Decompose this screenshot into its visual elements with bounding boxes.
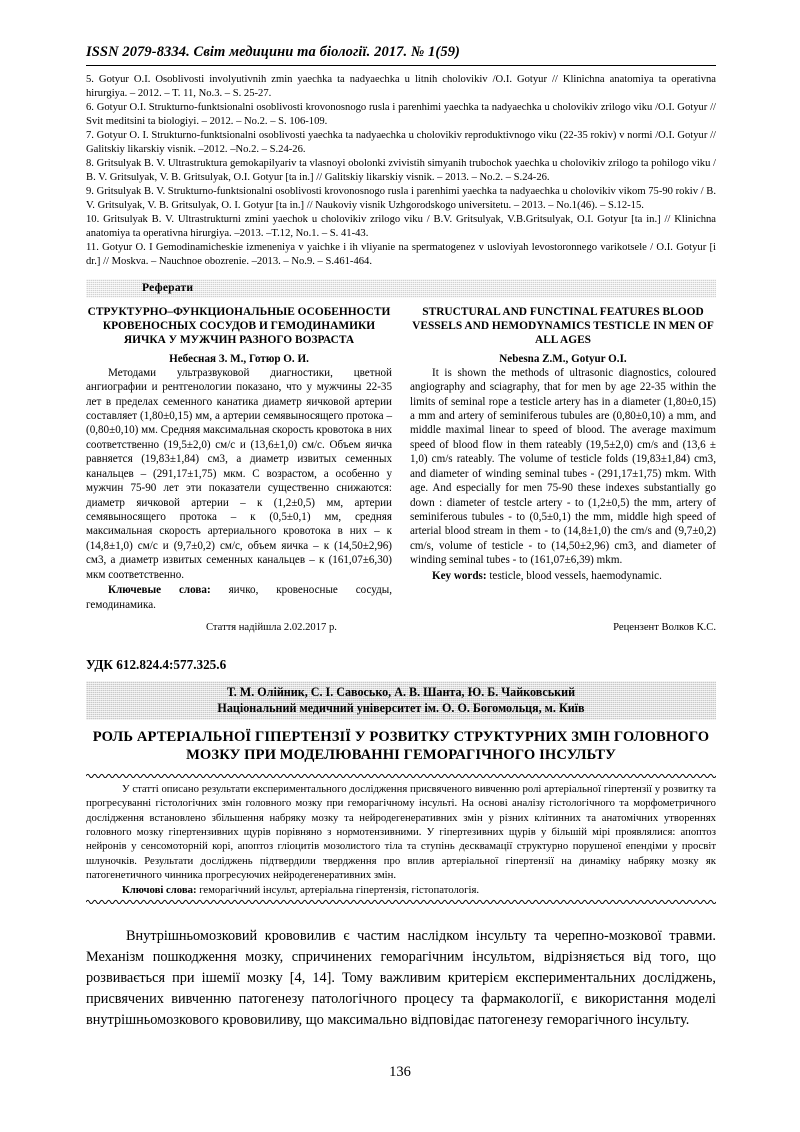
abstract-ru-body: Методами ультразвуковой диагностики, цветной ангиографии и рентгенологии показано, что у мужчины 22-35 лет в пределах семенного канатика диаметр яичковой артерии составляет (1,80±0,15) мм, а артерии семявыносящего протока – (0,80±0,10) мм. Средняя максимальная скорость кровотока в них соответственно (19,5±2,0) см/с и (13,6±1,0) см/с. Объем яичка равняется (19,83±1,84) см3, а диаметр извитых семенных канальцев – (291,17±1,75) мкм. С возрастом, а особенно у мужчин 75-90 лет эти показатели существенно снижаются: диаметр яичковой артерии – к (1,2±0,5) мм, артерии семявыносящего протока – к (0,5±0,1) мм, средняя максимальная скорость артериального кровотока в них – к (14,8±1,0) см/с и (9,7±0,2) см/с, объем яичка – к (14,50±2,96) см3, а диаметр извитых семенных канальцев – к (161,07±6,30) мкм соответственно. bbox=[86, 366, 393, 581]
abstract-en-keywords-line bbox=[410, 569, 716, 583]
article-body-text: Внутрішньомозковий крововилив є частим наслідком інсульту та черепно-мозкової травми. Механізм пошкодження мозку, спричинених геморагічним інсультом, відрізняється від того, що розвивається при ішемії мозку [4, 14]. Тому важливим критерієм експериментальних досліджень, присвячених вивченню патогенезу патологічного процесу та фармакології, є використання моделі внутрішньомозкового крововиливу, що максимально відповідає патогенезу геморагічного інсульту. bbox=[86, 927, 716, 1028]
page-content bbox=[86, 44, 716, 1031]
abstract-ru-keywords-label: Ключевые слова: bbox=[108, 584, 211, 597]
abstract-ru-title: СТРУКТУРНО–ФУНКЦИОНАЛЬНЫЕ ОСОБЕННОСТИ КРОВЕНОСНЫХ СОСУДОВ И ГЕМОДИНАМИКИ ЯИЧКА У МУЖЧИН РАЗНОГО ВОЗРАСТА bbox=[87, 305, 391, 347]
abstract-russian bbox=[86, 305, 392, 612]
abstract-ru-keywords-line bbox=[86, 583, 392, 612]
reviewer-name: Рецензент Волков К.С. bbox=[613, 621, 716, 633]
reference-item: 11. Gotyur O. I Gemodinamicheskie izmeneniya v yaichke i ih vliyanie na spermatogenez v usloviyah levostoronnego varikotsele / O.I. Gotyur [i dr.] // Moskva. – Nauchnoe obozrenie. –2013. – No.9. – S.461-464. bbox=[86, 242, 716, 267]
abstract-en-keywords-label: Key words: bbox=[432, 569, 487, 582]
udc-code: УДК 612.824.4:577.325.6 bbox=[86, 656, 227, 672]
abstract-en-authors: Nebesna Z.M., Gotyur O.I. bbox=[499, 352, 627, 365]
article-authors-band bbox=[86, 681, 716, 720]
submission-meta-row bbox=[86, 622, 716, 633]
article-authors: Т. М. Олійник, С. І. Савосько, А. В. Шанта, Ю. Б. Чайковський bbox=[226, 684, 576, 699]
abstract-english bbox=[410, 305, 716, 612]
page-number: 136 bbox=[389, 1064, 411, 1080]
reference-list bbox=[86, 73, 716, 269]
header-divider bbox=[86, 65, 716, 66]
article-abstract: У статті описано результати експериментального дослідження присвяченого вивченню ролі артеріальної гіпертензії у розвитку та прогресуванні гістологічних змін головного мозку при геморагічному інсульті. На основі аналізу гістологічного та морфометричного дослідження встановлено збільшення набряку мозку та нейродегенеративних змін у різних клітинних та анатомічних утвореннях головного мозку гіпертензивних щурів порівняно з нормотензивними. У гіпертезивних щурів у більшій мірі проявлялися: апоптоз нейронів у сенсомоторній корі, апоптоз гліоцитів мозолистого тіла та ступінь десквамації структурно порушеної епендіми у просвіт шлуночків. Результати досліджень підтвердили твердження про вплив артеріальної гіпертензії на динаміку набряку мозку як патогенетичного чинника прогресуючих нейродегенеративних змін. bbox=[86, 782, 716, 882]
abstract-ru-authors: Небесная З. М., Готюр О. И. bbox=[169, 352, 309, 365]
abstracts-section-label: Реферати bbox=[142, 280, 194, 294]
abstract-en-title: STRUCTURAL AND FUNCTINAL FEATURES BLOOD VESSELS AND HEMODYNAMICS TESTICLE IN MEN OF ALL AGES bbox=[412, 305, 714, 347]
abstract-en-body: It is shown the methods of ultrasonic diagnostics, coloured angiography and sciagraphy, that for men by age 22-35 within the limits of seminal rope a testicle artery has in a diameter (1,80±0,15) a mm and artery of seminiferous tubules are (0,80±0,10) a mm, and middle maximal linear to speed of blood. The average maximum speed of blood flow in them rateably (19,5±2,0) cm/s and (13,6 ± 1,0) cm/s rateably. The volume of testicle folds (19,83±1,84) cm3, and diameter of winding seminal tubes - (291,17±1,75) mkm. With age. And especially for men 75-90 these indexes substantially go down : diameter of testcle artery - to (1,2±0,5) the mm, artery of seminiferous tubules - to (0,5±0,1) the mm, middle high speed of arterial blood stream in them - to (14,8±1,0) the cm/s and (9,7±0,2) cm/s, volume of testicle - to (14,50±2,96) cm3, and diameter of winding seminal tubes - to (161,07±6,39) mkm. bbox=[410, 366, 716, 567]
reference-item: 6. Gotyur O.I. Strukturno-funktsionalni osoblivosti krovonosnogo rusla i parenhimi yaechka ta nadyaechka u cholovikiv zrilogo viku /O.I. Gotyur // Svit meditsini ta biologiyi. – 2012. – No.2. – S. 106-109. bbox=[86, 102, 716, 127]
running-head: ISSN 2079-8334. Світ медицини та біології. 2017. № 1(59) bbox=[86, 44, 460, 60]
article-keywords-label: Ключові слова: bbox=[122, 884, 197, 897]
abstracts-columns bbox=[86, 305, 716, 612]
reference-item: 9. Gritsulyak B. V. Strukturno-funktsionalni osoblivosti krovonosnogo rusla i parenhimi yaechka ta nadyaechka u cholovikiv vikom 75-90 rokiv / B. V. Gritsulyak, V. B. Gritsulyak, O. I. Gotyur [ta in.] // Naukoviy visnik Uzhgorodskogo universitetu. – 2013. – No.1(46). – S.12-15. bbox=[86, 186, 716, 211]
article-affiliation: Національний медичний університет ім. О. О. Богомольця, м. Київ bbox=[217, 701, 585, 716]
reference-item: 5. Gotyur O.I. Osoblivosti involyutivnih zmin yaechka ta nadyaechka u litnih cholovikiv /O.I. Gotyur // Klinichna anatomiya ta operativna hirurgiya. – 2012. – T. 11, No.3. – S. 25-27. bbox=[86, 74, 716, 99]
reference-item: 10. Gritsulyak B. V. Ultrastrukturni zmini yaechok u cholovikiv zrilogo viku / B.V. Gritsulyak, V.B.Gritsulyak, O.I. Gotyur [ta in.] // Klinichna anatomiya ta operativna hirurgiya. –2013. –T.12, No.1. – S. 41-43. bbox=[86, 214, 716, 239]
reference-item: 8. Gritsulyak B. V. Ultrastruktura gemokapilyariv ta vlasnoyi obolonki zvivistih simyanih trubochok yaechka u cholovikiv zrilogo ta pohilogo viku / B. V. Gritsulyak, V. B. Gritsulyak, O.I. Gotyur [ta in.] // Galitskiy likarskiy visnik. – 2013. – No.2. – S.24-26. bbox=[86, 158, 716, 183]
article-keywords: геморагічний інсульт, артеріальна гіпертензія, гістопатологія. bbox=[199, 884, 480, 897]
article-keywords-line bbox=[86, 883, 716, 897]
wavy-divider-top bbox=[86, 772, 716, 778]
wavy-divider-bottom bbox=[86, 898, 716, 904]
reference-item: 7. Gotyur O. I. Strukturno-funktsionalni osoblivosti yaechka ta nadyaechka u cholovikiv reproduktivnogo viku (22-35 rokiv) v normi /O.I. Gotyur // Galitskiy likarskiy visnik. –2012. –No.2. – S.24-26. bbox=[86, 130, 716, 155]
article-title: РОЛЬ АРТЕРІАЛЬНОЇ ГІПЕРТЕНЗІЇ У РОЗВИТКУ СТРУКТУРНИХ ЗМІН ГОЛОВНОГО МОЗКУ ПРИ МОДЕЛЮВАННІ ГЕМОРАГІЧНОГО ІНСУЛЬТУ bbox=[92, 729, 710, 763]
abstract-en-keywords: testicle, blood vessels, haemodynamic. bbox=[489, 569, 662, 582]
abstracts-section-band bbox=[86, 279, 716, 298]
abstract-ru-keywords: яичко, кровеносные сосуды, гемодинамика. bbox=[86, 584, 392, 611]
received-date: Стаття надійшла 2.02.2017 р. bbox=[206, 621, 337, 633]
